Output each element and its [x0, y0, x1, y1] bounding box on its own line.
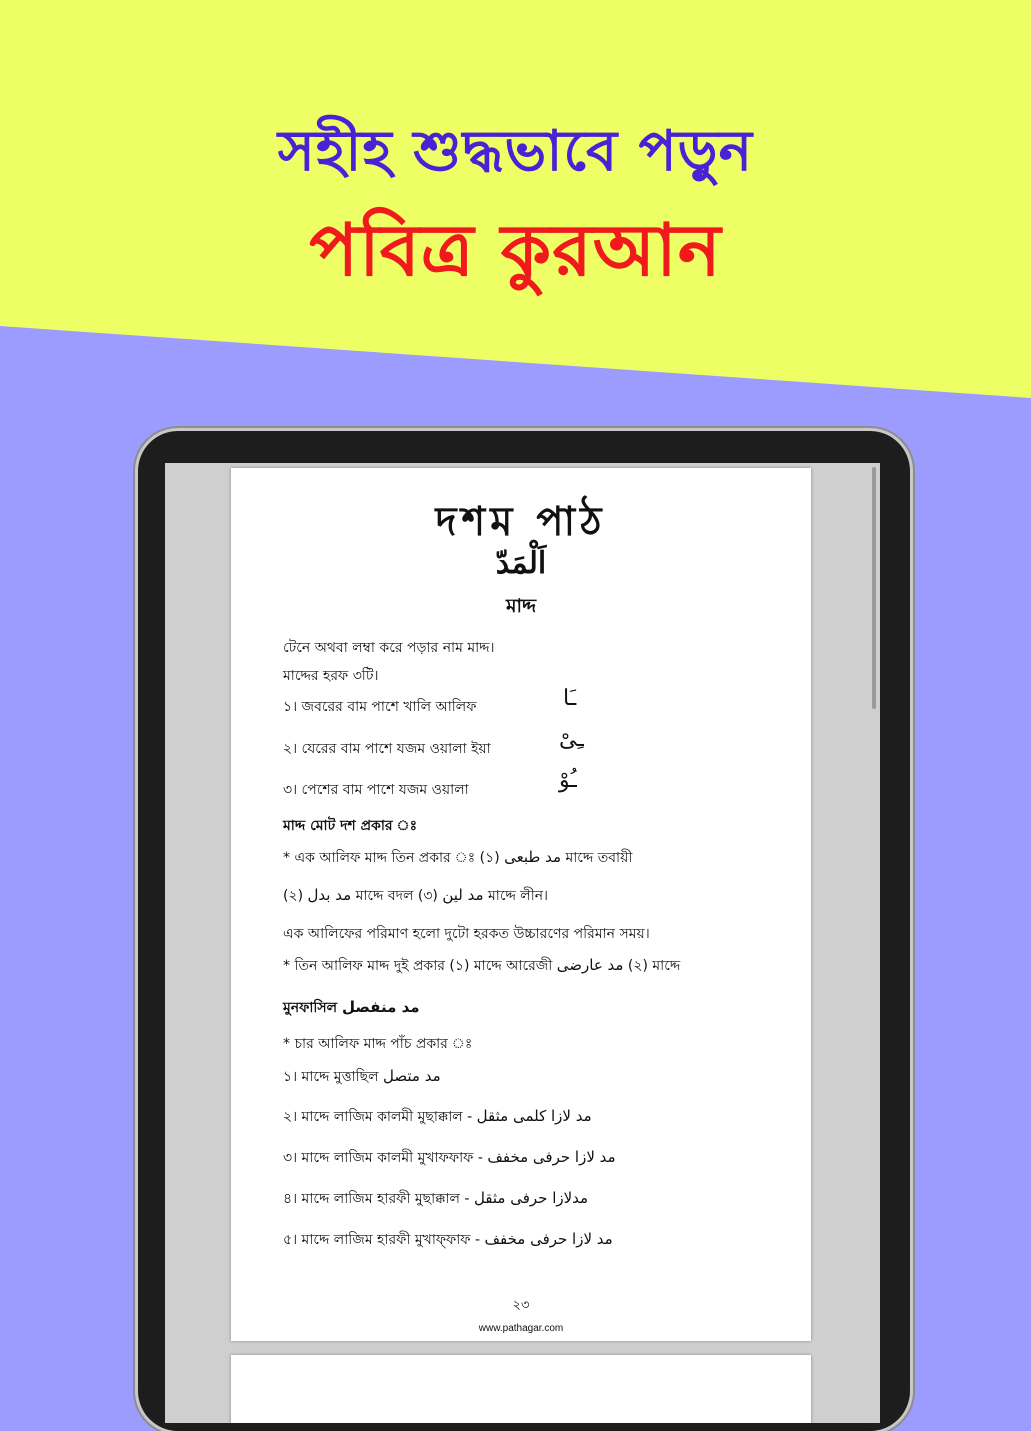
arabic-text: مد لازا حرفی مخفف: [487, 1148, 616, 1166]
text-line: [283, 1105, 592, 1129]
text-fragment: * এক আলিফ মাদ্দ তিন প্রকার ঃ (১): [283, 850, 500, 866]
text-line: [283, 1146, 616, 1170]
arabic-text: مدلازا حرفی مثقل: [473, 1189, 589, 1207]
text-fragment: মুনফাসিল: [283, 1000, 338, 1016]
next-document-page[interactable]: [231, 1355, 811, 1423]
text-line: ২। যেরের বাম পাশে যজম ওয়ালা ইয়া: [283, 741, 491, 757]
arabic-letter: ـُوْ: [559, 768, 577, 793]
arabic-text: مد متصل: [383, 1067, 441, 1085]
text-fragment: ১। মাদ্দে মুত্তাছিল: [283, 1069, 379, 1085]
arabic-text: مد لازا حرفی مخفف: [484, 1230, 613, 1248]
document-page[interactable]: [231, 468, 811, 1341]
text-fragment: * তিন আলিফ মাদ্দ দুই প্রকার (১) মাদ্দে আরেজী: [283, 958, 553, 974]
text-fragment: ৪। মাদ্দে লাজিম হারফী মুছাক্কাল -: [283, 1191, 470, 1207]
tablet-frame: [138, 431, 910, 1431]
arabic-text: مد لازا کلمی مثقل: [476, 1107, 592, 1125]
lesson-title: দশম পাঠ: [435, 498, 607, 545]
text-line: [283, 1228, 613, 1252]
text-fragment: মাদ্দে বদল (৩): [355, 888, 438, 904]
text-line: [283, 884, 548, 908]
text-line: * চার আলিফ মাদ্দ পাঁচ প্রকার ঃ: [283, 1036, 473, 1052]
text-fragment: ৫। মাদ্দে লাজিম হারফী মুখাফ্ফাফ -: [283, 1232, 481, 1248]
arabic-title: اَلْمَدّ: [495, 546, 547, 581]
text-line: ৩। পেশের বাম পাশে যজম ওয়ালা: [283, 782, 469, 798]
text-line: [283, 1065, 441, 1089]
text-line: [283, 1187, 588, 1211]
text-line: মাদ্দের হরফ ৩টি।: [283, 668, 379, 684]
headline-holy-quran: পবিত্র কুরআন: [309, 208, 722, 292]
text-fragment: ২। মাদ্দে লাজিম কালমী মুছাক্কাল -: [283, 1109, 473, 1125]
arabic-text: مد منفصل: [341, 998, 420, 1016]
text-line: [283, 996, 420, 1020]
text-line: এক আলিফের পরিমাণ হলো দুটো হরকত উচ্চারণের পরিমান সময়।: [283, 926, 650, 942]
text-line: টেনে অথবা লম্বা করে পড়ার নাম মাদ্দ।: [283, 640, 495, 656]
arabic-letter: ـَا: [563, 686, 577, 711]
text-fragment: মাদ্দে লীন।: [488, 888, 549, 904]
arabic-text: مد طبعی: [504, 848, 562, 866]
headline-read-correctly: সহীহ শুদ্ধভাবে পড়ুন: [277, 119, 754, 184]
text-fragment: (২) মাদ্দে: [627, 958, 681, 974]
scrollbar[interactable]: [872, 467, 876, 709]
tablet-screen: [165, 463, 880, 1423]
text-fragment: মাদ্দে তবায়ী: [565, 850, 633, 866]
text-fragment: (২): [283, 888, 304, 904]
text-fragment: ৩। মাদ্দে লাজিম কালমী মুখাফফাফ -: [283, 1150, 483, 1166]
subtitle: মাদ্দ: [505, 595, 537, 617]
page-url: www.pathagar.com: [478, 1323, 564, 1334]
arabic-text: مد بدل: [307, 886, 352, 904]
text-line: [283, 846, 632, 870]
arabic-text: مد لین: [442, 886, 484, 904]
page-number: ২৩: [512, 1298, 530, 1313]
arabic-letter: ـِیْ: [559, 727, 584, 752]
text-line: [283, 954, 680, 978]
text-line: ১। জবরের বাম পাশে খালি আলিফ: [283, 699, 477, 715]
section-heading: মাদ্দ মোট দশ প্রকার ঃ: [283, 818, 418, 834]
arabic-text: مد عارضی: [556, 956, 624, 974]
